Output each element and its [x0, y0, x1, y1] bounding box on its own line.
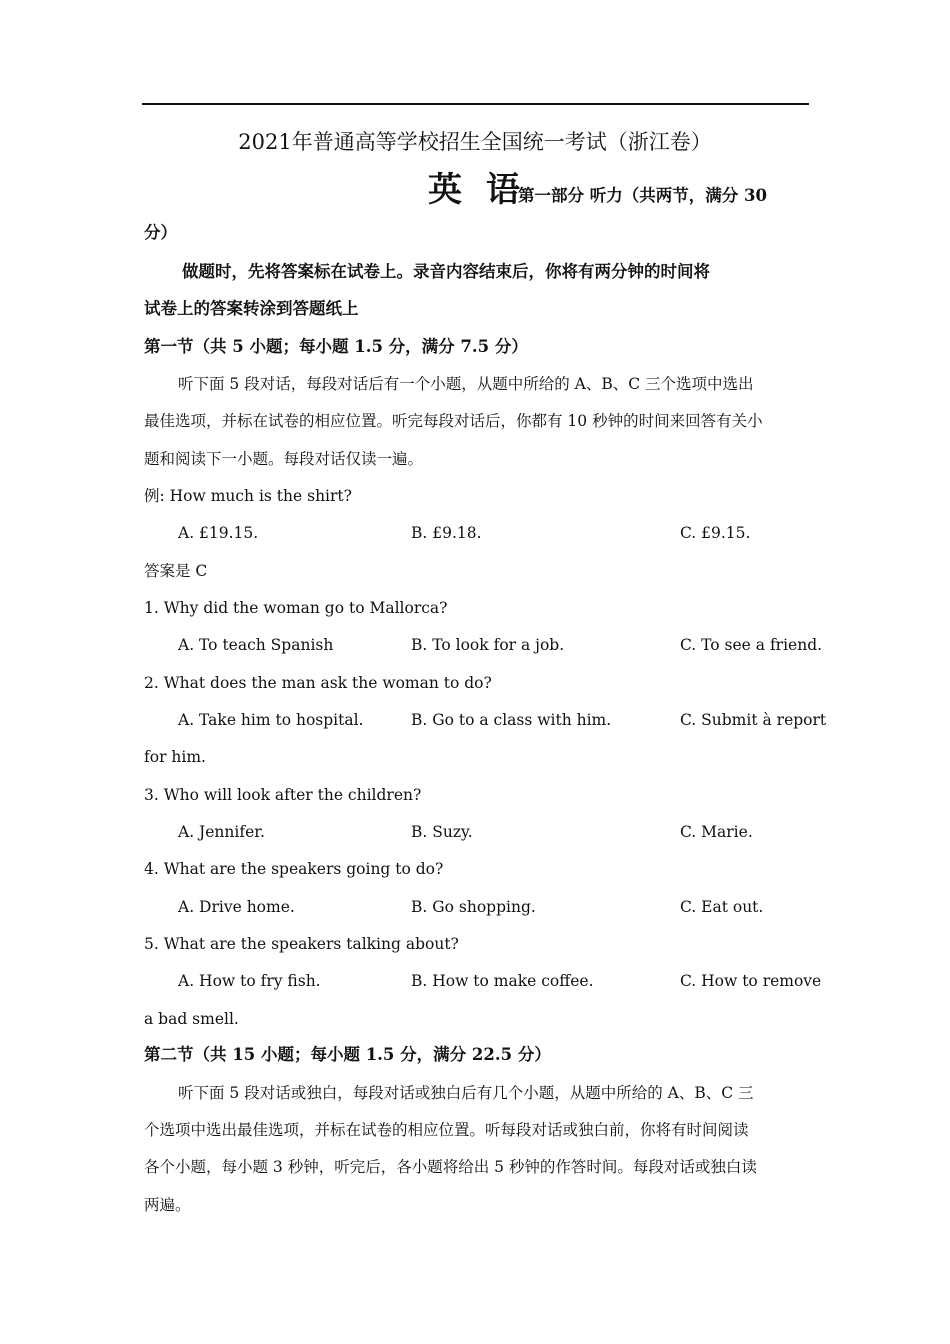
question-2: 2. What does the man ask the woman to do?: [144, 674, 492, 692]
section1-direction-2: 最佳选项，并标在试卷的相应位置。听完每段对话后，你都有 10 秒钟的时间来回答有关小: [144, 412, 763, 430]
q3-option-c: C. Marie.: [680, 823, 753, 841]
q4-option-a: A. Drive home.: [178, 898, 295, 916]
q1-option-c: C. To see a friend.: [680, 636, 823, 654]
section2-direction-4: 两遍。: [144, 1196, 191, 1214]
q5-option-c-cont: a bad smell.: [144, 1010, 239, 1028]
subject-char-2: 语: [486, 170, 522, 210]
q5-option-a: A. How to fry fish.: [178, 972, 321, 990]
exam-title: 2021年普通高等学校招生全国统一考试（浙江卷）: [238, 130, 712, 154]
q2-option-b: B. Go to a class with him.: [411, 711, 612, 729]
section2-direction-3: 各个小题，每小题 3 秒钟，听完后，各小题将给出 5 秒钟的作答时间。每段对话或独白读: [144, 1158, 757, 1176]
question-3: 3. Who will look after the children?: [144, 786, 422, 804]
q2-option-c-cont: for him.: [144, 748, 206, 766]
part-heading: 第一部分 听力（共两节，满分 30: [518, 186, 767, 205]
section2-heading: 第二节（共 15 小题；每小题 1.5 分，满分 22.5 分）: [144, 1045, 551, 1064]
example-answer: 答案是 C: [144, 562, 208, 580]
example-option-b: B. £9.18.: [411, 524, 482, 542]
section1-direction-1: 听下面 5 段对话，每段对话后有一个小题，从题中所给的 A、B、C 三个选项中选出: [178, 375, 754, 393]
q4-option-b: B. Go shopping.: [411, 898, 536, 916]
example-option-a: A. £19.15.: [178, 524, 259, 542]
question-4: 4. What are the speakers going to do?: [144, 860, 444, 878]
q3-option-b: B. Suzy.: [411, 823, 473, 841]
section2-direction-1: 听下面 5 段对话或独白，每段对话或独白后有几个小题，从题中所给的 A、B、C 三: [178, 1084, 754, 1102]
q4-option-c: C. Eat out.: [680, 898, 764, 916]
top-rule: [142, 103, 809, 105]
q5-option-b: B. How to make coffee.: [411, 972, 594, 990]
question-1: 1. Why did the woman go to Mallorca?: [144, 599, 448, 617]
section1-heading: 第一节（共 5 小题；每小题 1.5 分，满分 7.5 分）: [144, 337, 528, 356]
section2-direction-2: 个选项中选出最佳选项，并标在试卷的相应位置。听每段对话或独白前，你将有时间阅读: [144, 1121, 749, 1139]
example-question: 例: How much is the shirt?: [144, 487, 352, 505]
q3-option-a: A. Jennifer.: [178, 823, 265, 841]
q5-option-c: C. How to remove: [680, 972, 822, 990]
instruction-line-1: 做题时，先将答案标在试卷上。录音内容结束后，你将有两分钟的时间将: [182, 262, 710, 281]
example-option-c: C. £9.15.: [680, 524, 751, 542]
q2-option-a: A. Take him to hospital.: [178, 711, 364, 729]
q1-option-a: A. To teach Spanish: [178, 636, 334, 654]
question-5: 5. What are the speakers talking about?: [144, 935, 459, 953]
subject-char-1: 英: [428, 170, 464, 210]
part-heading-cont: 分）: [144, 223, 177, 242]
subject-title: [428, 170, 522, 210]
instruction-line-2: 试卷上的答案转涂到答题纸上: [144, 299, 359, 318]
section1-direction-3: 题和阅读下一小题。每段对话仅读一遍。: [144, 450, 424, 468]
q2-option-c: C. Submit à report: [680, 711, 827, 729]
q1-option-b: B. To look for a job.: [411, 636, 565, 654]
